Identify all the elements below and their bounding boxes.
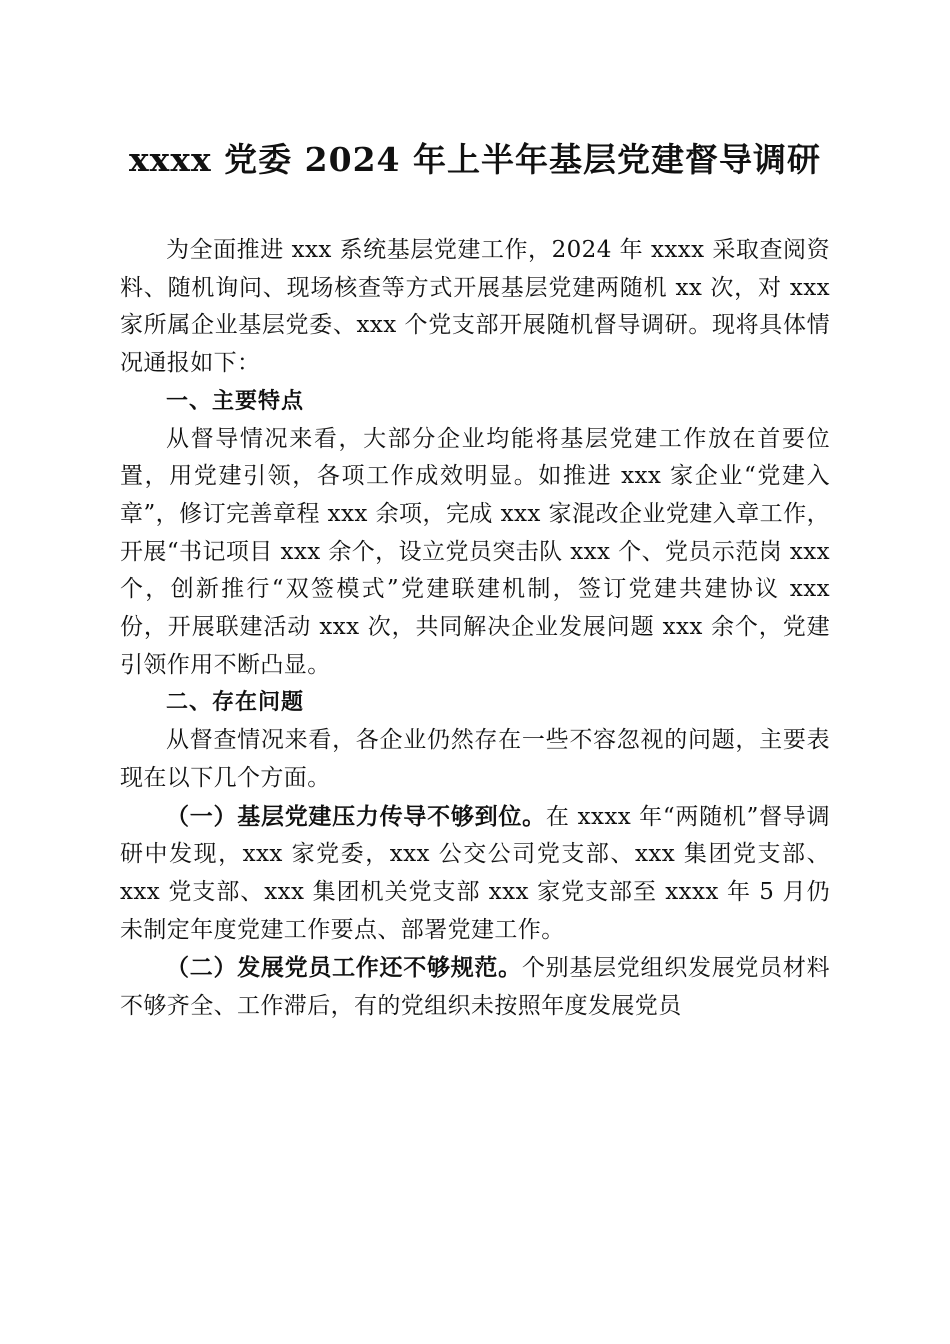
- problem-1-paragraph: [120, 798, 830, 950]
- intro-paragraph: 为全面推进 xxx 系统基层党建工作，2024 年 xxxx 采取查阅资料、随机询问、现场核查等方式开展基层党建两随机 xx 次，对 xxx 家所属企业基层党委、xxx 个党支部开展随机督导调研。现将具体情况通报如下：: [120, 237, 830, 377]
- problem-1-title: （一）基层党建压力传导不够到位。: [166, 802, 546, 830]
- section-heading-features: 一、主要特点: [166, 388, 305, 414]
- problem-2-body: 个别基层党组织发展党员材料不够齐全、工作滞后，有的党组织未按照年度发展党员: [120, 955, 831, 1020]
- document-body: [120, 232, 830, 1026]
- features-paragraph: 从督导情况来看，大部分企业均能将基层党建工作放在首要位置，用党建引领，各项工作成效明显。如推进 xxx 家企业“党建入章”，修订完善章程 xxx 余项，完成 xxx 家混改企业党建入章工作，开展“书记项目 xxx 余个，设立党员突击队 xxx 个、党员示范岗 xxx 个，创新推行“双签模式”党建联建机制，签订党建共建协议 xxx 份，开展联建活动 xxx 次，共同解决企业发展问题 xxx 余个，党建引领作用不断凸显。: [120, 425, 830, 678]
- problem-2-paragraph: [120, 949, 830, 1025]
- document-title: xxxx 党委 2024 年上半年基层党建督导调研: [128, 140, 821, 179]
- problem-2-title: （二）发展党员工作还不够规范。: [166, 954, 522, 982]
- section-heading-problems: 二、存在问题: [166, 690, 305, 716]
- problems-intro-paragraph: 从督查情况来看，各企业仍然存在一些不容忽视的问题，主要表现在以下几个方面。: [120, 727, 830, 791]
- problem-1-body: 在 xxxx 年“两随机”督导调研中发现，xxx 家党委，xxx 公交公司党支部、xxx 集团党支部、xxx 党支部、xxx 集团机关党支部 xxx 家党支部至 xxxx 年 5 月仍未制定年度党建工作要点、部署党建工作。: [120, 803, 830, 943]
